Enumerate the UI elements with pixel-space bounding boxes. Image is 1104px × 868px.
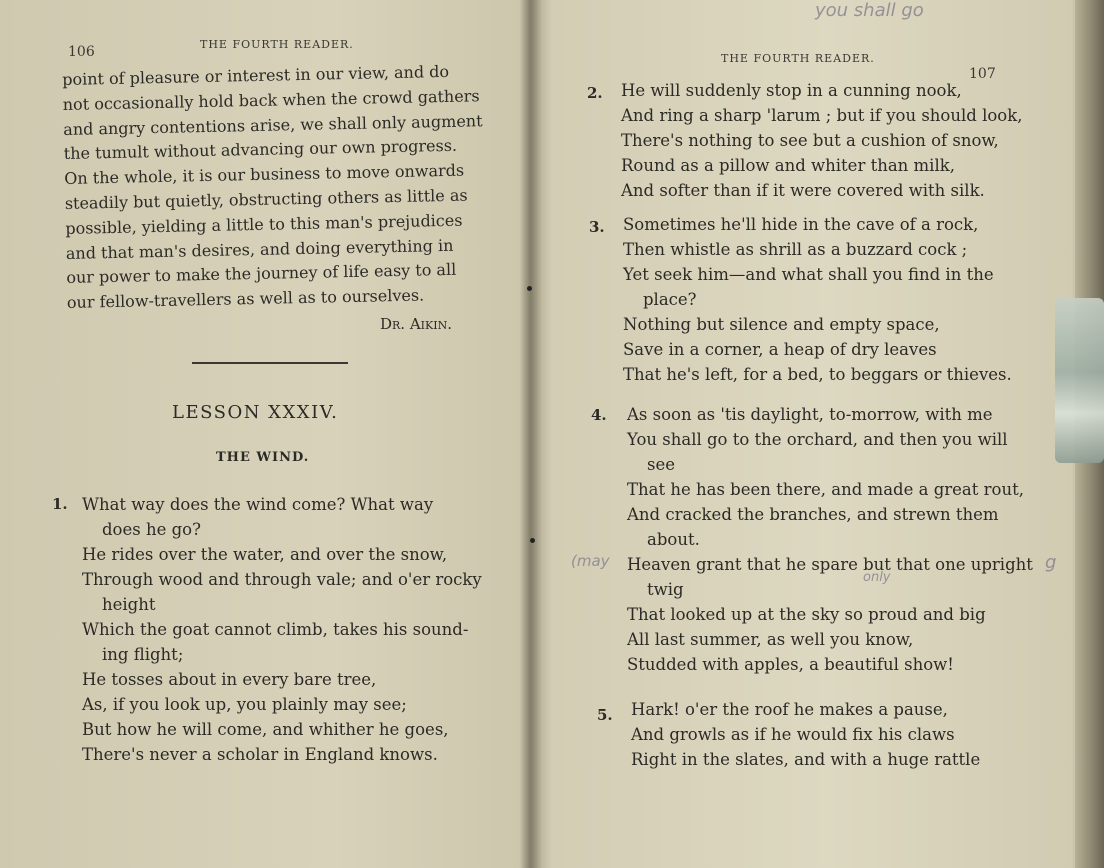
prose-line: the tumult without advancing our own progress.	[63, 136, 458, 164]
verse-line: That he's left, for a bed, to beggars or thieves.	[623, 365, 1012, 384]
verse-line: As, if you look up, you plainly may see;	[82, 695, 407, 714]
right-page-number: 107	[969, 66, 996, 82]
handwritten-note-may: (may	[571, 552, 610, 570]
handwritten-margin-mark: g	[1045, 552, 1057, 573]
verse-line: Then whistle as shrill as a buzzard cock ;	[623, 240, 968, 259]
stanza-5	[631, 697, 980, 772]
verse-line: And growls as if he would fix his claws	[631, 725, 955, 744]
verse-line: That looked up at the sky so proud and big	[627, 605, 986, 624]
prose-line: and angry contentions arise, we shall only augment	[63, 110, 483, 139]
verse-line: Yet seek him—and what shall you find in the	[623, 265, 994, 284]
verse-line: And cracked the branches, and strewn them	[627, 505, 999, 524]
handwritten-note-top: you shall go	[815, 0, 924, 21]
verse-line: Right in the slates, and with a huge rattle	[631, 750, 981, 769]
verse-line: What way does the wind come? What way	[82, 495, 434, 514]
verse-line: Round as a pillow and whiter than milk,	[621, 156, 955, 175]
prose-line: possible, yielding a little to this man's prejudices	[65, 210, 463, 238]
prose-line: our power to make the journey of life easy to all	[66, 260, 457, 288]
section-divider	[192, 362, 348, 364]
verse-line: Sometimes he'll hide in the cave of a rock,	[623, 215, 979, 234]
stanza-3	[623, 212, 1012, 387]
verse-line: There's nothing to see but a cushion of snow,	[621, 131, 999, 150]
verse-line: All last summer, as well you know,	[627, 630, 914, 649]
verse-line: There's never a scholar in England knows.	[82, 745, 438, 764]
left-page	[0, 0, 525, 868]
verse-line: ing flight;	[102, 645, 184, 664]
left-page-number: 106	[68, 44, 95, 60]
stanza-number: 3.	[589, 218, 605, 236]
stanza-number: 5.	[597, 706, 613, 724]
verse-line: He will suddenly stop in a cunning nook,	[621, 81, 962, 100]
verse-line: about.	[647, 530, 700, 549]
right-running-head: THE FOURTH READER.	[721, 52, 875, 65]
verse-line: That he has been there, and made a great rout,	[627, 480, 1024, 499]
prose-line: and that man's desires, and doing everything in	[65, 235, 454, 263]
verse-line: He rides over the water, and over the snow,	[82, 545, 448, 564]
verse-line: Nothing but silence and empty space,	[623, 315, 940, 334]
poem-title: THE WIND.	[216, 450, 310, 465]
verse-line: You shall go to the orchard, and then you will	[627, 430, 1008, 449]
lesson-title: LESSON XXXIV.	[172, 402, 339, 423]
stanza-number: 4.	[591, 406, 607, 424]
prose-line: steadily but quietly, obstructing others as little as	[64, 185, 468, 213]
verse-line: And ring a sharp 'larum ; but if you should look,	[621, 106, 1023, 125]
stanza-number: 2.	[587, 84, 603, 102]
prose-line: point of pleasure or interest in our view, and do	[62, 61, 450, 89]
stanza-number: 1.	[52, 495, 68, 513]
verse-line: Heaven grant that he spare but that one upright	[627, 555, 1033, 574]
verse-line: As soon as 'tis daylight, to-morrow, with me	[627, 405, 993, 424]
left-running-head: THE FOURTH READER.	[200, 38, 354, 51]
verse-line: does he go?	[102, 520, 201, 539]
verse-line: Which the goat cannot climb, takes his sound-	[82, 620, 469, 639]
verse-line: Studded with apples, a beautiful show!	[627, 655, 954, 674]
gutter-mark	[527, 286, 532, 291]
verse-line: Hark! o'er the roof he makes a pause,	[631, 700, 948, 719]
verse-line: He tosses about in every bare tree,	[82, 670, 377, 689]
verse-line: place?	[643, 290, 697, 309]
prose-paragraph	[62, 59, 503, 316]
prose-line: our fellow-travellers as well as to ourselves.	[66, 285, 425, 313]
prose-line: On the whole, it is our business to move onwards	[64, 160, 465, 189]
stanza-4	[627, 402, 1033, 677]
verse-line: Through wood and through vale; and o'er rocky	[82, 570, 482, 589]
prose-line: not occasionally hold back when the crowd gathers	[62, 86, 480, 114]
verse-line: height	[102, 595, 156, 614]
stanza-1	[82, 492, 482, 767]
handwritten-note-only: only	[863, 570, 891, 585]
right-page	[535, 0, 1075, 868]
author-attribution: Dr. Aikin.	[380, 315, 452, 333]
verse-line: twig	[647, 580, 684, 599]
verse-line: see	[647, 455, 675, 474]
stanza-2	[621, 78, 1022, 203]
verse-line: Save in a corner, a heap of dry leaves	[623, 340, 937, 359]
verse-line: But how he will come, and whither he goes,	[82, 720, 449, 739]
verse-line: And softer than if it were covered with silk.	[621, 181, 985, 200]
